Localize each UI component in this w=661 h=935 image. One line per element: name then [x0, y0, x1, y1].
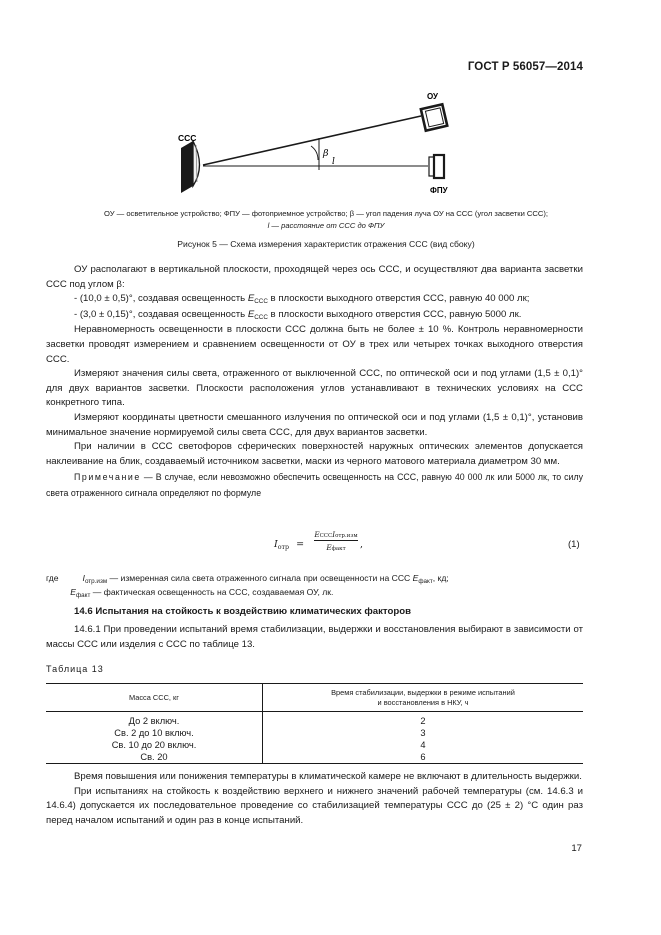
distance-label: l: [332, 157, 335, 167]
cell-mass: Св. 10 до 20 включ.: [46, 739, 263, 751]
formula-fraction: EСССIотр.изм Eфакт: [314, 530, 358, 552]
fpu-device: [429, 155, 444, 178]
header-mass: Масса ССС, кг: [46, 684, 263, 712]
where-line-2: $E_{факт}$ — фактическая освещенность на ССС, создаваемая ОУ, лк.: [70, 587, 334, 599]
paragraph-14-6-1: 14.6.1 При проведении испытаний время стабилизации, выдержки и восстановления выбирают в зависимости от массы ССС или изделия с ССС по таблице 13.: [46, 624, 583, 650]
note: Примечание — В случае, если невозможно обеспечить освещенность на ССС, равную 40 000 лк или 5000 лк, то силу света отраженного сигнала определяют по формуле: [46, 472, 583, 498]
cell-mass: До 2 включ.: [46, 712, 263, 728]
cell-mass: Св. 2 до 10 включ.: [46, 727, 263, 739]
cell-time: 4: [420, 740, 426, 750]
table-header-row: [46, 684, 583, 712]
formula: $I_{отр}$ = EСССIотр.изм Eфакт ,: [274, 530, 364, 552]
ccc-label: ССС: [178, 133, 197, 143]
paragraph-ramp-time: Время повышения или понижения температуры в климатической камере не включают в длительность выдержки.: [74, 771, 582, 782]
where-block: [46, 572, 449, 600]
cell-mass: Св. 20: [46, 751, 263, 763]
document-header: ГОСТ Р 56057—2014: [467, 61, 583, 73]
beta-label: β: [323, 148, 329, 159]
paragraph-chromaticity: Измеряют координаты цветности смешанного излучения по оптической оси и под углами (1,5 ± 0,1)°, установив минимальное значение нормируемой силы света ССС, для двух вариантов засветки.: [46, 411, 583, 438]
paragraph-temperature: При испытаниях на стойкость к воздействию верхнего и нижнего значений рабочей температуры (см. 14.6.3 и 14.6.4) допускается их последовательное проведение со стабилизацией температуры ССС до (25 ± 2) °С один раз перед началом испытаний и один раз в конце испытаний.: [46, 785, 583, 826]
where-line-1: где $I_{отр.изм}$ — измеренная сила света отраженного сигнала при освещенности на ССС $E_{факт}$, кд;: [46, 573, 449, 585]
cell-time: 2: [420, 716, 426, 726]
figure-caption: Рисунок 5 — Схема измерения характеристик отражения ССС (вид сбоку): [177, 239, 475, 249]
figure-legend: [46, 208, 606, 231]
formula-number: (1): [568, 539, 580, 550]
beta-arc: [311, 146, 318, 160]
incident-ray: [203, 116, 421, 165]
table-13: [46, 683, 583, 764]
table-row: [46, 727, 583, 739]
table-row: [46, 739, 583, 751]
paragraph-intensity: Измеряют значения силы света, отраженного от выключенной ССС, по оптической оси и под углами (1,5 ± 0,1)° для двух вариантов засветки. Плоскости расположения углов устанавливают в технических условиях на ССС конкретного типа.: [46, 368, 583, 409]
main-text: [46, 263, 583, 501]
note-label: Примечание: [74, 472, 141, 483]
paragraph-mask: При наличии в ССС светофоров сферических поверхностей наружных оптических элементов допускается наклеивание на блик, создаваемый источником засветки, маски из черного матового материала диаметром 30 мм.: [46, 441, 583, 467]
paragraph-variant-2: - (3,0 ± 0,15)°, создавая освещенность $E_{ССС}$ в плоскости выходного отверстия ССС, равную 5000 лк.: [74, 308, 522, 321]
table-row: [46, 712, 583, 728]
fpu-label: ФПУ: [430, 186, 448, 195]
paragraph-illumination-variants: ОУ располагают в вертикальной плоскости, проходящей через ось ССС, и осуществляют два варианта засветки ССС под углом β:: [46, 264, 583, 290]
paragraph-uniformity: Неравномерность освещенности в плоскости ССС должна быть не более ± 10 %. Контроль неравномерности засветки проводят измерением и сравнением освещенности от ОУ в трех или четырех точках выходного отверстия ССС.: [46, 324, 583, 365]
section-title: 14.6 Испытания на стойкость к воздействию климатических факторов: [74, 606, 411, 617]
paragraph-14-6-1-wrap: [46, 623, 583, 652]
closing-text: [46, 770, 583, 828]
ou-device: [421, 104, 447, 130]
measurement-diagram: [170, 85, 470, 203]
legend-line-1: ОУ — осветительное устройство; ФПУ — фотоприемное устройство; β — угол падения луча ОУ на ССС (угол засветки ССС);: [103, 209, 549, 218]
ccc-device: [181, 141, 200, 193]
ou-label: ОУ: [427, 92, 438, 101]
paragraph-variant-1: - (10,0 ± 0,5)°, создавая освещенность $E_{ССС}$ в плоскости выходного отверстия ССС, равную 40 000 лк;: [74, 293, 530, 306]
table-label: Таблица 13: [46, 664, 104, 674]
cell-time: 6: [420, 752, 426, 762]
table-row: [46, 751, 583, 763]
legend-line-2: l — расстояние от ССС до ФПУ: [267, 220, 385, 230]
header-time: Время стабилизации, выдержки в режиме испытаний и восстановления в НКУ, ч: [263, 684, 584, 712]
page-number: 17: [571, 843, 582, 854]
cell-time: 3: [420, 728, 426, 738]
